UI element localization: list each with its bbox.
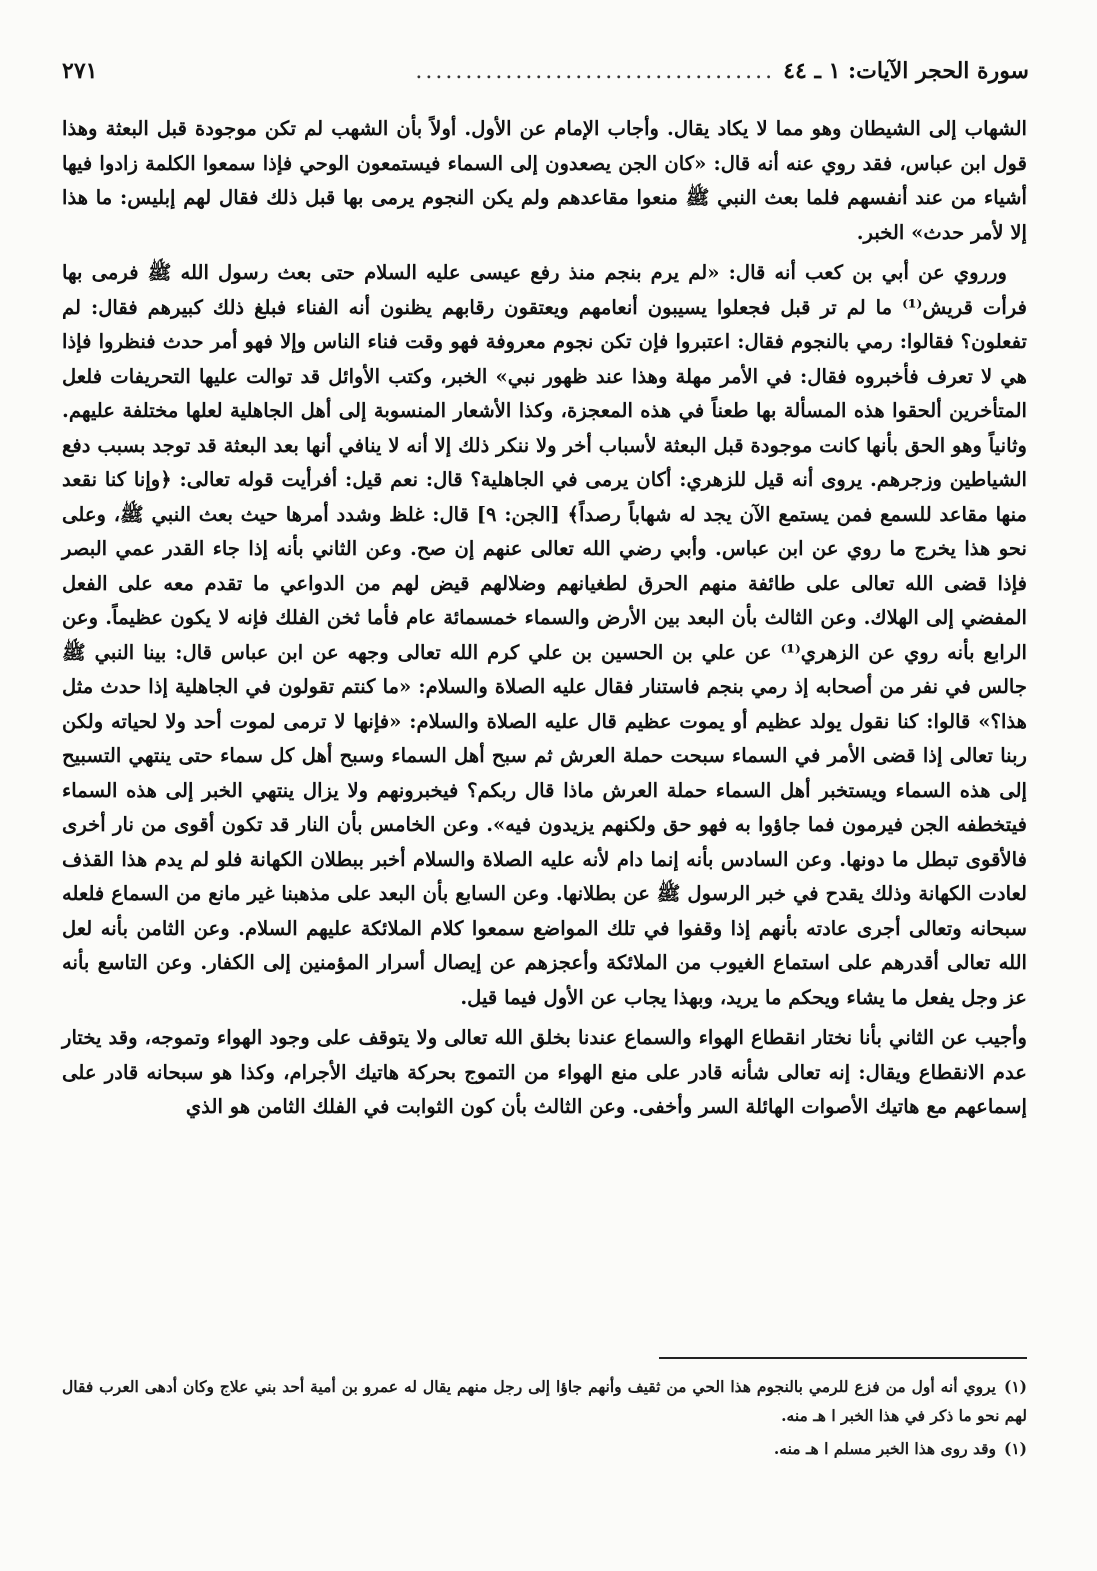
footnotes (62, 1372, 1027, 1467)
footnote-text: يروي أنه أول من فزع للرمي بالنجوم هذا الحي من ثقيف وأنهم جاؤا إلى رجل منهم يقال له عمرو بن أمية أحد بني علاج وكان أدهى العرب فقال لهم نحو ما ذكر في هذا الخبر ا هـ منه. (62, 1377, 1027, 1425)
footnote-text: وقد روى هذا الخبر مسلم ا هـ منه. (773, 1439, 996, 1458)
footnote-mark: (١) (1003, 1439, 1027, 1458)
paragraph: ورروي عن أبي بن كعب أنه قال: «لم يرم بنجم منذ رفع عيسى عليه السلام حتى بعث رسول الله ﷺ فرمى بها فرأت قريش⁽¹⁾ ما لم تر قبل فجعلوا يسيبون أنعامهم ويعتقون رقابهم يظنون أنه الفناء فبلغ ذلك كبيرهم فقال: لم تفعلون؟ فقالوا: رمي بالنجوم فقال: اعتبروا فإن تكن نجوم معروفة فهو وقت فناء الناس وإلا فهو أمر حدث فنظروا فإذا هي لا تعرف فأخبروه فقال: في الأمر مهلة وهذا عند ظهور نبي» الخبر، وكتب الأوائل قد توالت عليها التحريفات فلعل المتأخرين ألحقوا هذه المسألة بها طعناً في هذه المعجزة، وكذا الأشعار المنسوبة إلى أهل الجاهلية لعلها مختلفة عليهم. وثانياً وهو الحق بأنها كانت موجودة قبل البعثة لأسباب أخر ولا ننكر ذلك إلا أنه لا ينافي أنها بعد البعثة قد توجد بسبب دفع الشياطين وزجرهم. يروى أنه قيل للزهري: أكان يرمى في الجاهلية؟ قال: نعم قيل: أفرأيت قوله تعالى: ﴿وإنا كنا نقعد منها مقاعد للسمع فمن يستمع الآن يجد له شهاباً رصداً﴾ [الجن: ٩] قال: غلظ وشدد أمرها حيث بعث النبي ﷺ، وعلى نحو هذا يخرج ما روي عن ابن عباس. وأبي رضي الله تعالى عنهم إن صح. وعن الثاني بأنه إذا جاء القدر عمي البصر فإذا قضى الله تعالى على طائفة منهم الحرق لطغيانهم وضلالهم قيض لهم من الدواعي ما تقدم معه على الفعل المفضي إلى الهلاك. وعن الثالث بأن البعد بين الأرض والسماء خمسمائة عام فأما ثخن الفلك فإنه لا يكون عظيماً. وعن الرابع بأنه روي عن الزهري⁽¹⁾ عن علي بن الحسين بن علي كرم الله تعالى وجهه عن ابن عباس قال: بينا النبي ﷺ جالس في نفر من أصحابه إذ رمي بنجم فاستنار فقال عليه الصلاة والسلام: «ما كنتم تقولون في الجاهلية إذا حدث مثل هذا؟» قالوا: كنا نقول يولد عظيم أو يموت عظيم قال عليه الصلاة والسلام: «فإنها لا ترمى لموت أحد ولا لحياته ولكن ربنا تعالى إذا قضى الأمر في السماء سبحت حملة العرش ثم سبح أهل السماء وسبح أهل كل سماء حتى ينتهي التسبيح إلى هذه السماء ويستخبر أهل السماء حملة العرش ماذا قال ربكم؟ فيخبرونهم ولا يزال ينتهي الخبر إلى هذه السماء فيتخطفه الجن فيرمون فما جاؤوا به فهو حق ولكنهم يزيدون فيه». وعن الخامس بأن النار قد تكون أقوى من نار أخرى فالأقوى تبطل ما دونها. وعن السادس بأنه إنما دام لأنه عليه الصلاة والسلام أخبر ببطلان الكهانة فلو لم يدم هذا القذف لعادت الكهانة وذلك يقدح في خبر الرسول ﷺ عن بطلانها. وعن السابع بأن البعد على مذهبنا غير مانع من السماع فلعله سبحانه وتعالى أجرى عادته بأنهم إذا وقفوا في تلك المواضع سمعوا كلام الملائكة عليهم السلام. وعن الثامن بأنه لعل الله تعالى أقدرهم على استماع الغيوب من الملائكة وأعجزهم عن إيصال أسرار المؤمنين إلى الكفار. وعن التاسع بأنه عز وجل يفعل ما يشاء ويحكم ما يريد، وبهذا يجاب عن الأول فيما قيل. (62, 261, 1027, 1009)
footnote-mark: (١) (1003, 1377, 1027, 1396)
page-number: ٢٧١ (62, 58, 98, 84)
paragraph: الشهاب إلى الشيطان وهو مما لا يكاد يقال. وأجاب الإمام عن الأول. أولاً بأن الشهب لم تكن موجودة قبل البعثة وهذا قول ابن عباس، فقد روي عنه أنه قال: «كان الجن يصعدون إلى السماء فيستمعون الوحي فإذا سمعوا الكلمة زادوا فيها أشياء من عند أنفسهم فلما بعث النبي ﷺ منعوا مقاعدهم ولم يكن النجوم يرمى بها قبل ذلك فقال لهم إبليس: ما هذا إلا لأمر حدث» الخبر. (62, 117, 1027, 244)
surah-title: سورة الحجر الآيات: ١ ـ ٤٤ (783, 58, 1029, 84)
footnote-separator (659, 1357, 1027, 1359)
main-text (62, 112, 1027, 1131)
running-header (62, 58, 1029, 92)
footnote (62, 1434, 1027, 1463)
footnote (62, 1372, 1027, 1430)
paragraph: وأجيب عن الثاني بأنا نختار انقطاع الهواء والسماع عندنا بخلق الله تعالى ولا يتوقف على وجود الهواء وتموجه، وقد يختار عدم الانقطاع ويقال: إنه تعالى شأنه قادر على منع الهواء من التموج بحركة هاتيك الأجرام، وكذا هو سبحانه قادر على إسماعهم مع هاتيك الأصوات الهائلة السر وأخفى. وعن الثالث بأن كون الثوابت في الفلك الثامن هو الذي (62, 1026, 1027, 1118)
header-leader-dots: .................................... (415, 59, 776, 84)
